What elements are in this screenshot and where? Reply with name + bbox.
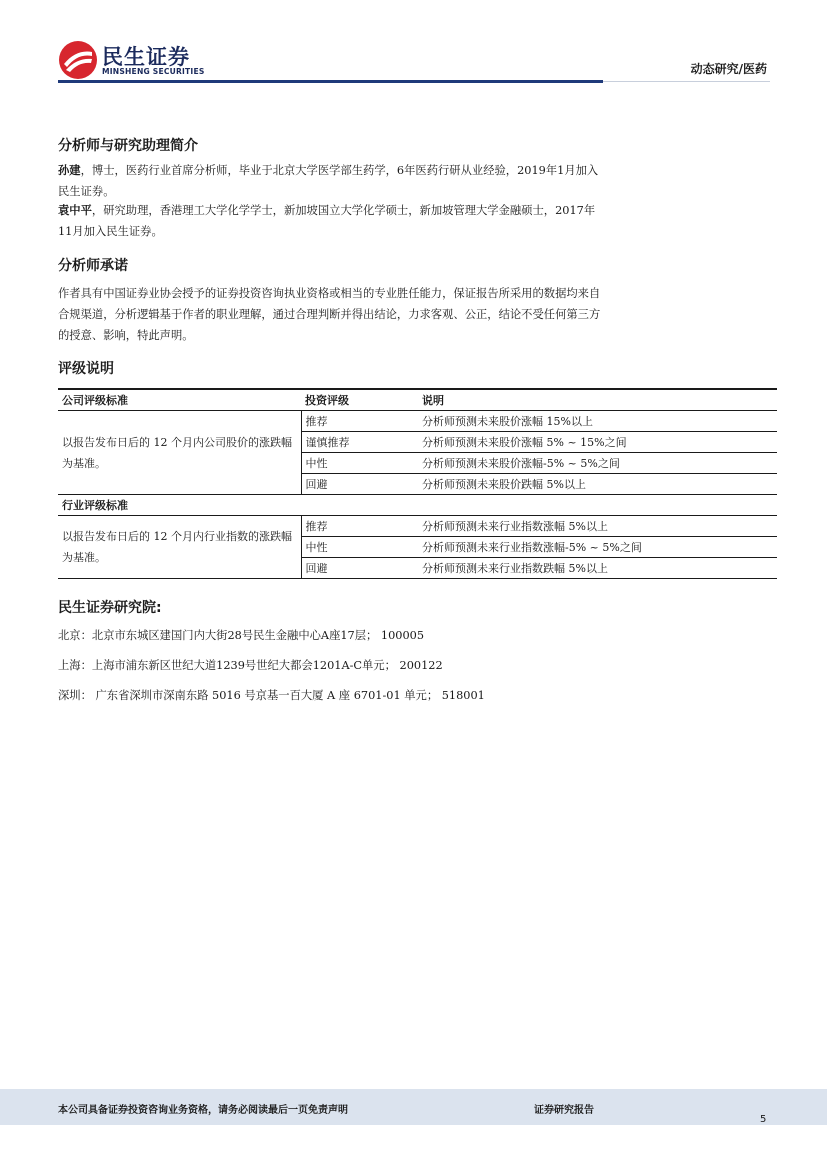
industry-rating-note: 分析师预测未来行业指数涨幅-5% ~ 5%之间 (418, 537, 777, 558)
analyst-name-sun: 孙建 (58, 164, 81, 177)
company-rating: 推荐 (301, 411, 418, 432)
company-rating-note: 分析师预测未来股价涨幅 5% ~ 15%之间 (418, 432, 777, 453)
company-rating-note: 分析师预测未来股价涨幅 15%以上 (418, 411, 777, 432)
industry-rating-note: 分析师预测未来行业指数跌幅 5%以上 (418, 558, 777, 579)
company-rating-note: 分析师预测未来股价跌幅 5%以上 (418, 474, 777, 495)
industry-header-row (58, 495, 777, 516)
company-standard-desc: 以报告发布日后的 12 个月内公司股价的涨跌幅为基准。 (58, 411, 301, 495)
logo-text-en: MINSHENG SECURITIES (102, 67, 205, 76)
minsheng-logo (58, 40, 208, 80)
report-category: 动态研究/医药 (690, 62, 767, 76)
col-header-rating: 投资评级 (301, 389, 418, 411)
logo-text-cn: 民生证券 (102, 45, 190, 69)
header-rule (58, 80, 603, 83)
industry-rating: 推荐 (301, 516, 418, 537)
company-rating-note: 分析师预测未来股价涨幅-5% ~ 5%之间 (418, 453, 777, 474)
analysts-heading: 分析师与研究助理简介 (58, 138, 198, 154)
commitment-heading: 分析师承诺 (58, 258, 128, 274)
ratings-heading: 评级说明 (58, 361, 114, 377)
institute-heading: 民生证券研究院: (58, 600, 162, 616)
address-shanghai: 上海：上海市浦东新区世纪大道1239号世纪大都会1201A-C单元； 200122 (58, 659, 443, 672)
rating-table-header (58, 389, 777, 411)
industry-standard-desc: 以报告发布日后的 12 个月内行业指数的涨跌幅为基准。 (58, 516, 301, 579)
company-rating: 谨慎推荐 (301, 432, 418, 453)
address-beijing: 北京：北京市东城区建国门内大街28号民生金融中心A座17层； 100005 (58, 629, 425, 642)
analyst-bio-sun (58, 160, 603, 202)
analyst-name-yuan: 袁中平 (58, 204, 92, 217)
footer-report-type: 证券研究报告 (534, 1105, 594, 1116)
industry-rating-note: 分析师预测未来行业指数涨幅 5%以上 (418, 516, 777, 537)
table-row (58, 411, 777, 432)
col-header-note: 说明 (418, 389, 777, 411)
page-number: 5 (760, 1114, 767, 1125)
industry-standard-header: 行业评级标准 (58, 495, 301, 516)
footer-disclaimer: 本公司具备证券投资咨询业务资格，请务必阅读最后一页免责声明 (58, 1105, 348, 1116)
table-row (58, 516, 777, 537)
col-header-company-standard: 公司评级标准 (58, 389, 301, 411)
rating-table (58, 388, 777, 579)
analyst-text-yuan: ，研究助理，香港理工大学化学学士，新加坡国立大学化学硕士，新加坡管理大学金融硕士，2017年11月加入民生证券。 (58, 204, 596, 238)
address-shenzhen: 深圳： 广东省深圳市深南东路 5016 号京基一百大厦 A 座 6701-01 单元； 518001 (58, 689, 485, 702)
industry-rating: 回避 (301, 558, 418, 579)
company-rating: 回避 (301, 474, 418, 495)
industry-rating: 中性 (301, 537, 418, 558)
analyst-bio-yuan (58, 200, 603, 242)
analyst-text-sun: ，博士，医药行业首席分析师，毕业于北京大学医学部生药学，6年医药行研从业经验，2019年1月加入民生证券。 (58, 164, 599, 198)
company-rating: 中性 (301, 453, 418, 474)
minsheng-logo-icon (58, 40, 98, 80)
header-rule-thin (603, 81, 770, 82)
commitment-text: 作者具有中国证券业协会授予的证券投资咨询执业资格或相当的专业胜任能力，保证报告所采用的数据均来自合规渠道，分析逻辑基于作者的职业理解，通过合理判断并得出结论，力求客观、公正，结论不受任何第三方的授意、影响，特此声明。 (58, 287, 601, 342)
